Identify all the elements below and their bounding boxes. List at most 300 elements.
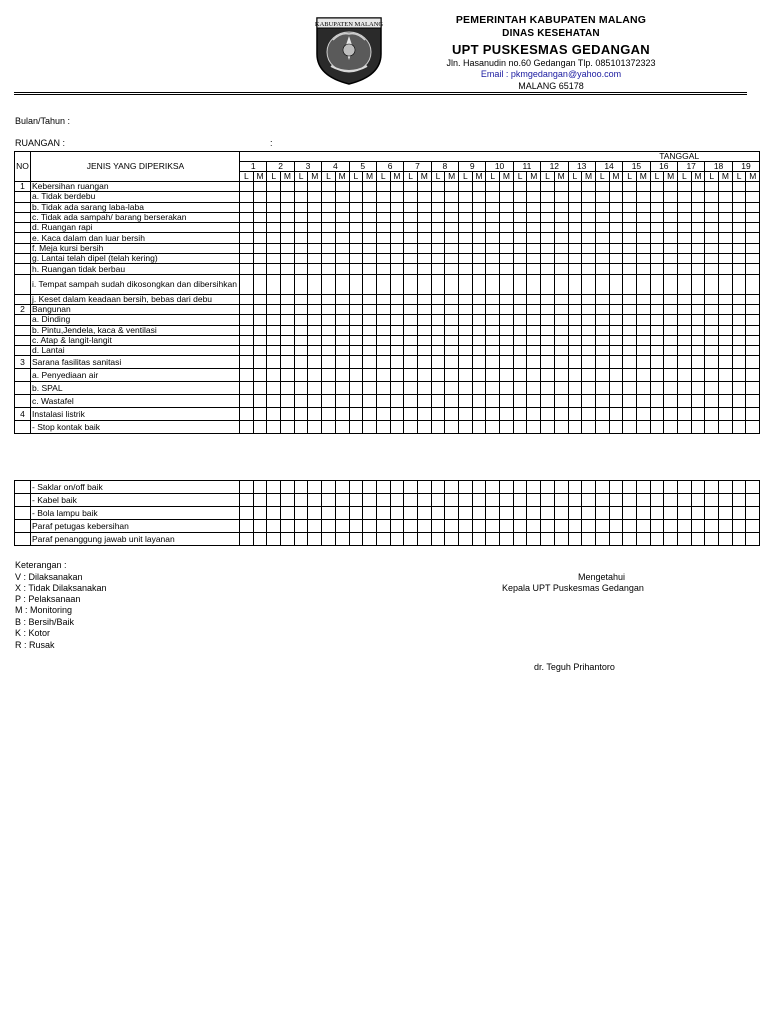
check-cell[interactable] xyxy=(308,315,322,325)
check-cell[interactable] xyxy=(554,356,568,369)
check-cell[interactable] xyxy=(609,243,623,253)
check-cell[interactable] xyxy=(636,274,650,294)
check-cell[interactable] xyxy=(363,346,377,356)
check-cell[interactable] xyxy=(459,494,473,507)
check-cell[interactable] xyxy=(322,192,336,202)
check-cell[interactable] xyxy=(691,243,705,253)
check-cell[interactable] xyxy=(486,264,500,274)
check-cell[interactable] xyxy=(308,408,322,421)
check-cell[interactable] xyxy=(253,520,267,533)
check-cell[interactable] xyxy=(609,212,623,222)
check-cell[interactable] xyxy=(390,212,404,222)
check-cell[interactable] xyxy=(595,192,609,202)
check-cell[interactable] xyxy=(281,520,295,533)
check-cell[interactable] xyxy=(376,356,390,369)
check-cell[interactable] xyxy=(568,233,582,243)
check-cell[interactable] xyxy=(281,223,295,233)
check-cell[interactable] xyxy=(650,533,664,546)
check-cell[interactable] xyxy=(732,325,746,335)
check-cell[interactable] xyxy=(431,481,445,494)
check-cell[interactable] xyxy=(281,395,295,408)
check-cell[interactable] xyxy=(267,382,281,395)
check-cell[interactable] xyxy=(431,243,445,253)
check-cell[interactable] xyxy=(253,274,267,294)
check-cell[interactable] xyxy=(240,233,254,243)
check-cell[interactable] xyxy=(281,192,295,202)
check-cell[interactable] xyxy=(513,233,527,243)
check-cell[interactable] xyxy=(281,315,295,325)
check-cell[interactable] xyxy=(582,192,596,202)
check-cell[interactable] xyxy=(691,481,705,494)
check-cell[interactable] xyxy=(404,192,418,202)
check-cell[interactable] xyxy=(486,325,500,335)
check-cell[interactable] xyxy=(541,274,555,294)
check-cell[interactable] xyxy=(527,382,541,395)
check-cell[interactable] xyxy=(691,264,705,274)
check-cell[interactable] xyxy=(417,243,431,253)
check-cell[interactable] xyxy=(541,192,555,202)
check-cell[interactable] xyxy=(623,335,637,345)
check-cell[interactable] xyxy=(486,533,500,546)
check-cell[interactable] xyxy=(623,192,637,202)
check-cell[interactable] xyxy=(554,382,568,395)
check-cell[interactable] xyxy=(417,223,431,233)
check-cell[interactable] xyxy=(678,369,692,382)
check-cell[interactable] xyxy=(513,182,527,192)
check-cell[interactable] xyxy=(349,346,363,356)
check-cell[interactable] xyxy=(541,520,555,533)
check-cell[interactable] xyxy=(623,481,637,494)
check-cell[interactable] xyxy=(294,182,308,192)
check-cell[interactable] xyxy=(746,264,760,274)
check-cell[interactable] xyxy=(691,325,705,335)
check-cell[interactable] xyxy=(322,533,336,546)
check-cell[interactable] xyxy=(349,254,363,264)
check-cell[interactable] xyxy=(281,182,295,192)
check-cell[interactable] xyxy=(404,223,418,233)
check-cell[interactable] xyxy=(595,408,609,421)
check-cell[interactable] xyxy=(705,382,719,395)
check-cell[interactable] xyxy=(609,421,623,434)
check-cell[interactable] xyxy=(554,254,568,264)
check-cell[interactable] xyxy=(609,192,623,202)
check-cell[interactable] xyxy=(664,335,678,345)
check-cell[interactable] xyxy=(472,294,486,304)
check-cell[interactable] xyxy=(349,223,363,233)
check-cell[interactable] xyxy=(746,395,760,408)
check-cell[interactable] xyxy=(568,395,582,408)
check-cell[interactable] xyxy=(349,395,363,408)
check-cell[interactable] xyxy=(527,507,541,520)
check-cell[interactable] xyxy=(294,335,308,345)
check-cell[interactable] xyxy=(541,233,555,243)
check-cell[interactable] xyxy=(253,325,267,335)
check-cell[interactable] xyxy=(568,243,582,253)
check-cell[interactable] xyxy=(595,254,609,264)
check-cell[interactable] xyxy=(349,507,363,520)
check-cell[interactable] xyxy=(527,395,541,408)
check-cell[interactable] xyxy=(335,520,349,533)
check-cell[interactable] xyxy=(500,202,514,212)
check-cell[interactable] xyxy=(500,274,514,294)
check-cell[interactable] xyxy=(417,315,431,325)
check-cell[interactable] xyxy=(267,481,281,494)
check-cell[interactable] xyxy=(445,304,459,314)
check-cell[interactable] xyxy=(623,182,637,192)
check-cell[interactable] xyxy=(253,356,267,369)
check-cell[interactable] xyxy=(376,481,390,494)
check-cell[interactable] xyxy=(431,533,445,546)
check-cell[interactable] xyxy=(431,408,445,421)
check-cell[interactable] xyxy=(417,304,431,314)
check-cell[interactable] xyxy=(636,212,650,222)
check-cell[interactable] xyxy=(746,408,760,421)
check-cell[interactable] xyxy=(719,408,733,421)
check-cell[interactable] xyxy=(459,192,473,202)
check-cell[interactable] xyxy=(294,233,308,243)
check-cell[interactable] xyxy=(582,382,596,395)
check-cell[interactable] xyxy=(746,382,760,395)
check-cell[interactable] xyxy=(568,223,582,233)
check-cell[interactable] xyxy=(609,520,623,533)
check-cell[interactable] xyxy=(459,520,473,533)
check-cell[interactable] xyxy=(664,408,678,421)
check-cell[interactable] xyxy=(746,243,760,253)
check-cell[interactable] xyxy=(678,356,692,369)
check-cell[interactable] xyxy=(308,382,322,395)
check-cell[interactable] xyxy=(253,223,267,233)
check-cell[interactable] xyxy=(719,182,733,192)
check-cell[interactable] xyxy=(513,395,527,408)
check-cell[interactable] xyxy=(390,335,404,345)
check-cell[interactable] xyxy=(322,346,336,356)
check-cell[interactable] xyxy=(472,325,486,335)
check-cell[interactable] xyxy=(636,202,650,212)
check-cell[interactable] xyxy=(513,408,527,421)
check-cell[interactable] xyxy=(459,335,473,345)
check-cell[interactable] xyxy=(746,325,760,335)
check-cell[interactable] xyxy=(281,507,295,520)
check-cell[interactable] xyxy=(705,369,719,382)
check-cell[interactable] xyxy=(253,507,267,520)
check-cell[interactable] xyxy=(431,315,445,325)
check-cell[interactable] xyxy=(253,346,267,356)
check-cell[interactable] xyxy=(240,223,254,233)
check-cell[interactable] xyxy=(404,520,418,533)
check-cell[interactable] xyxy=(472,254,486,264)
check-cell[interactable] xyxy=(240,315,254,325)
check-cell[interactable] xyxy=(445,421,459,434)
check-cell[interactable] xyxy=(445,254,459,264)
check-cell[interactable] xyxy=(705,264,719,274)
check-cell[interactable] xyxy=(527,254,541,264)
check-cell[interactable] xyxy=(719,264,733,274)
check-cell[interactable] xyxy=(568,192,582,202)
check-cell[interactable] xyxy=(500,369,514,382)
check-cell[interactable] xyxy=(281,294,295,304)
check-cell[interactable] xyxy=(308,533,322,546)
check-cell[interactable] xyxy=(636,182,650,192)
check-cell[interactable] xyxy=(541,369,555,382)
check-cell[interactable] xyxy=(308,233,322,243)
check-cell[interactable] xyxy=(513,264,527,274)
check-cell[interactable] xyxy=(609,274,623,294)
check-cell[interactable] xyxy=(732,212,746,222)
check-cell[interactable] xyxy=(431,202,445,212)
check-cell[interactable] xyxy=(404,254,418,264)
check-cell[interactable] xyxy=(609,533,623,546)
check-cell[interactable] xyxy=(335,212,349,222)
check-cell[interactable] xyxy=(513,243,527,253)
check-cell[interactable] xyxy=(431,192,445,202)
check-cell[interactable] xyxy=(705,233,719,243)
check-cell[interactable] xyxy=(732,182,746,192)
check-cell[interactable] xyxy=(705,533,719,546)
check-cell[interactable] xyxy=(417,212,431,222)
check-cell[interactable] xyxy=(404,202,418,212)
check-cell[interactable] xyxy=(664,243,678,253)
check-cell[interactable] xyxy=(390,294,404,304)
check-cell[interactable] xyxy=(500,346,514,356)
check-cell[interactable] xyxy=(253,335,267,345)
check-cell[interactable] xyxy=(431,335,445,345)
check-cell[interactable] xyxy=(390,223,404,233)
check-cell[interactable] xyxy=(459,346,473,356)
check-cell[interactable] xyxy=(719,369,733,382)
check-cell[interactable] xyxy=(568,369,582,382)
check-cell[interactable] xyxy=(253,533,267,546)
check-cell[interactable] xyxy=(281,243,295,253)
check-cell[interactable] xyxy=(404,274,418,294)
check-cell[interactable] xyxy=(705,356,719,369)
check-cell[interactable] xyxy=(691,192,705,202)
check-cell[interactable] xyxy=(322,382,336,395)
check-cell[interactable] xyxy=(650,395,664,408)
check-cell[interactable] xyxy=(486,294,500,304)
check-cell[interactable] xyxy=(541,304,555,314)
check-cell[interactable] xyxy=(335,507,349,520)
check-cell[interactable] xyxy=(267,346,281,356)
check-cell[interactable] xyxy=(431,325,445,335)
check-cell[interactable] xyxy=(431,274,445,294)
check-cell[interactable] xyxy=(719,254,733,264)
check-cell[interactable] xyxy=(719,481,733,494)
check-cell[interactable] xyxy=(513,369,527,382)
check-cell[interactable] xyxy=(541,264,555,274)
check-cell[interactable] xyxy=(609,264,623,274)
check-cell[interactable] xyxy=(472,533,486,546)
check-cell[interactable] xyxy=(623,254,637,264)
check-cell[interactable] xyxy=(705,182,719,192)
check-cell[interactable] xyxy=(678,346,692,356)
check-cell[interactable] xyxy=(431,520,445,533)
check-cell[interactable] xyxy=(527,325,541,335)
check-cell[interactable] xyxy=(705,304,719,314)
check-cell[interactable] xyxy=(390,202,404,212)
check-cell[interactable] xyxy=(582,202,596,212)
check-cell[interactable] xyxy=(240,212,254,222)
check-cell[interactable] xyxy=(732,369,746,382)
check-cell[interactable] xyxy=(746,356,760,369)
check-cell[interactable] xyxy=(719,395,733,408)
check-cell[interactable] xyxy=(527,233,541,243)
check-cell[interactable] xyxy=(417,335,431,345)
check-cell[interactable] xyxy=(253,421,267,434)
check-cell[interactable] xyxy=(595,382,609,395)
check-cell[interactable] xyxy=(732,507,746,520)
check-cell[interactable] xyxy=(650,494,664,507)
check-cell[interactable] xyxy=(308,325,322,335)
check-cell[interactable] xyxy=(554,223,568,233)
check-cell[interactable] xyxy=(705,520,719,533)
check-cell[interactable] xyxy=(664,494,678,507)
check-cell[interactable] xyxy=(486,254,500,264)
check-cell[interactable] xyxy=(664,212,678,222)
check-cell[interactable] xyxy=(513,382,527,395)
check-cell[interactable] xyxy=(363,233,377,243)
check-cell[interactable] xyxy=(390,274,404,294)
check-cell[interactable] xyxy=(664,192,678,202)
check-cell[interactable] xyxy=(664,223,678,233)
check-cell[interactable] xyxy=(363,520,377,533)
check-cell[interactable] xyxy=(281,481,295,494)
check-cell[interactable] xyxy=(568,408,582,421)
check-cell[interactable] xyxy=(719,233,733,243)
check-cell[interactable] xyxy=(404,369,418,382)
check-cell[interactable] xyxy=(472,494,486,507)
check-cell[interactable] xyxy=(486,421,500,434)
check-cell[interactable] xyxy=(527,212,541,222)
check-cell[interactable] xyxy=(335,356,349,369)
check-cell[interactable] xyxy=(568,346,582,356)
check-cell[interactable] xyxy=(486,395,500,408)
check-cell[interactable] xyxy=(609,182,623,192)
check-cell[interactable] xyxy=(459,254,473,264)
check-cell[interactable] xyxy=(513,212,527,222)
check-cell[interactable] xyxy=(404,421,418,434)
check-cell[interactable] xyxy=(513,202,527,212)
check-cell[interactable] xyxy=(363,369,377,382)
check-cell[interactable] xyxy=(609,408,623,421)
check-cell[interactable] xyxy=(678,533,692,546)
check-cell[interactable] xyxy=(678,382,692,395)
check-cell[interactable] xyxy=(404,335,418,345)
check-cell[interactable] xyxy=(554,294,568,304)
check-cell[interactable] xyxy=(486,202,500,212)
check-cell[interactable] xyxy=(678,202,692,212)
check-cell[interactable] xyxy=(595,223,609,233)
check-cell[interactable] xyxy=(240,421,254,434)
check-cell[interactable] xyxy=(281,356,295,369)
check-cell[interactable] xyxy=(472,481,486,494)
check-cell[interactable] xyxy=(636,325,650,335)
check-cell[interactable] xyxy=(335,233,349,243)
check-cell[interactable] xyxy=(431,233,445,243)
check-cell[interactable] xyxy=(664,254,678,264)
check-cell[interactable] xyxy=(650,507,664,520)
check-cell[interactable] xyxy=(431,356,445,369)
check-cell[interactable] xyxy=(554,212,568,222)
check-cell[interactable] xyxy=(363,243,377,253)
check-cell[interactable] xyxy=(240,294,254,304)
check-cell[interactable] xyxy=(527,243,541,253)
check-cell[interactable] xyxy=(527,481,541,494)
check-cell[interactable] xyxy=(719,494,733,507)
check-cell[interactable] xyxy=(390,233,404,243)
check-cell[interactable] xyxy=(281,264,295,274)
check-cell[interactable] xyxy=(349,494,363,507)
check-cell[interactable] xyxy=(417,507,431,520)
check-cell[interactable] xyxy=(582,294,596,304)
check-cell[interactable] xyxy=(609,507,623,520)
check-cell[interactable] xyxy=(281,325,295,335)
check-cell[interactable] xyxy=(376,264,390,274)
check-cell[interactable] xyxy=(746,494,760,507)
check-cell[interactable] xyxy=(294,294,308,304)
check-cell[interactable] xyxy=(732,408,746,421)
check-cell[interactable] xyxy=(705,192,719,202)
check-cell[interactable] xyxy=(267,212,281,222)
check-cell[interactable] xyxy=(322,243,336,253)
check-cell[interactable] xyxy=(636,243,650,253)
check-cell[interactable] xyxy=(554,369,568,382)
check-cell[interactable] xyxy=(376,494,390,507)
check-cell[interactable] xyxy=(445,294,459,304)
check-cell[interactable] xyxy=(527,421,541,434)
check-cell[interactable] xyxy=(705,408,719,421)
check-cell[interactable] xyxy=(719,356,733,369)
check-cell[interactable] xyxy=(486,481,500,494)
check-cell[interactable] xyxy=(691,395,705,408)
check-cell[interactable] xyxy=(541,182,555,192)
check-cell[interactable] xyxy=(500,481,514,494)
check-cell[interactable] xyxy=(240,395,254,408)
check-cell[interactable] xyxy=(294,212,308,222)
check-cell[interactable] xyxy=(335,182,349,192)
check-cell[interactable] xyxy=(294,356,308,369)
check-cell[interactable] xyxy=(719,223,733,233)
check-cell[interactable] xyxy=(472,243,486,253)
check-cell[interactable] xyxy=(445,520,459,533)
check-cell[interactable] xyxy=(390,356,404,369)
check-cell[interactable] xyxy=(349,408,363,421)
check-cell[interactable] xyxy=(417,408,431,421)
check-cell[interactable] xyxy=(335,264,349,274)
check-cell[interactable] xyxy=(376,294,390,304)
check-cell[interactable] xyxy=(281,408,295,421)
check-cell[interactable] xyxy=(404,233,418,243)
check-cell[interactable] xyxy=(376,395,390,408)
check-cell[interactable] xyxy=(705,202,719,212)
check-cell[interactable] xyxy=(253,315,267,325)
check-cell[interactable] xyxy=(636,346,650,356)
check-cell[interactable] xyxy=(335,335,349,345)
check-cell[interactable] xyxy=(636,223,650,233)
check-cell[interactable] xyxy=(513,294,527,304)
check-cell[interactable] xyxy=(349,212,363,222)
check-cell[interactable] xyxy=(691,335,705,345)
check-cell[interactable] xyxy=(691,294,705,304)
check-cell[interactable] xyxy=(308,335,322,345)
check-cell[interactable] xyxy=(541,202,555,212)
check-cell[interactable] xyxy=(404,182,418,192)
check-cell[interactable] xyxy=(650,408,664,421)
check-cell[interactable] xyxy=(322,264,336,274)
check-cell[interactable] xyxy=(294,520,308,533)
check-cell[interactable] xyxy=(445,315,459,325)
check-cell[interactable] xyxy=(650,369,664,382)
check-cell[interactable] xyxy=(349,335,363,345)
